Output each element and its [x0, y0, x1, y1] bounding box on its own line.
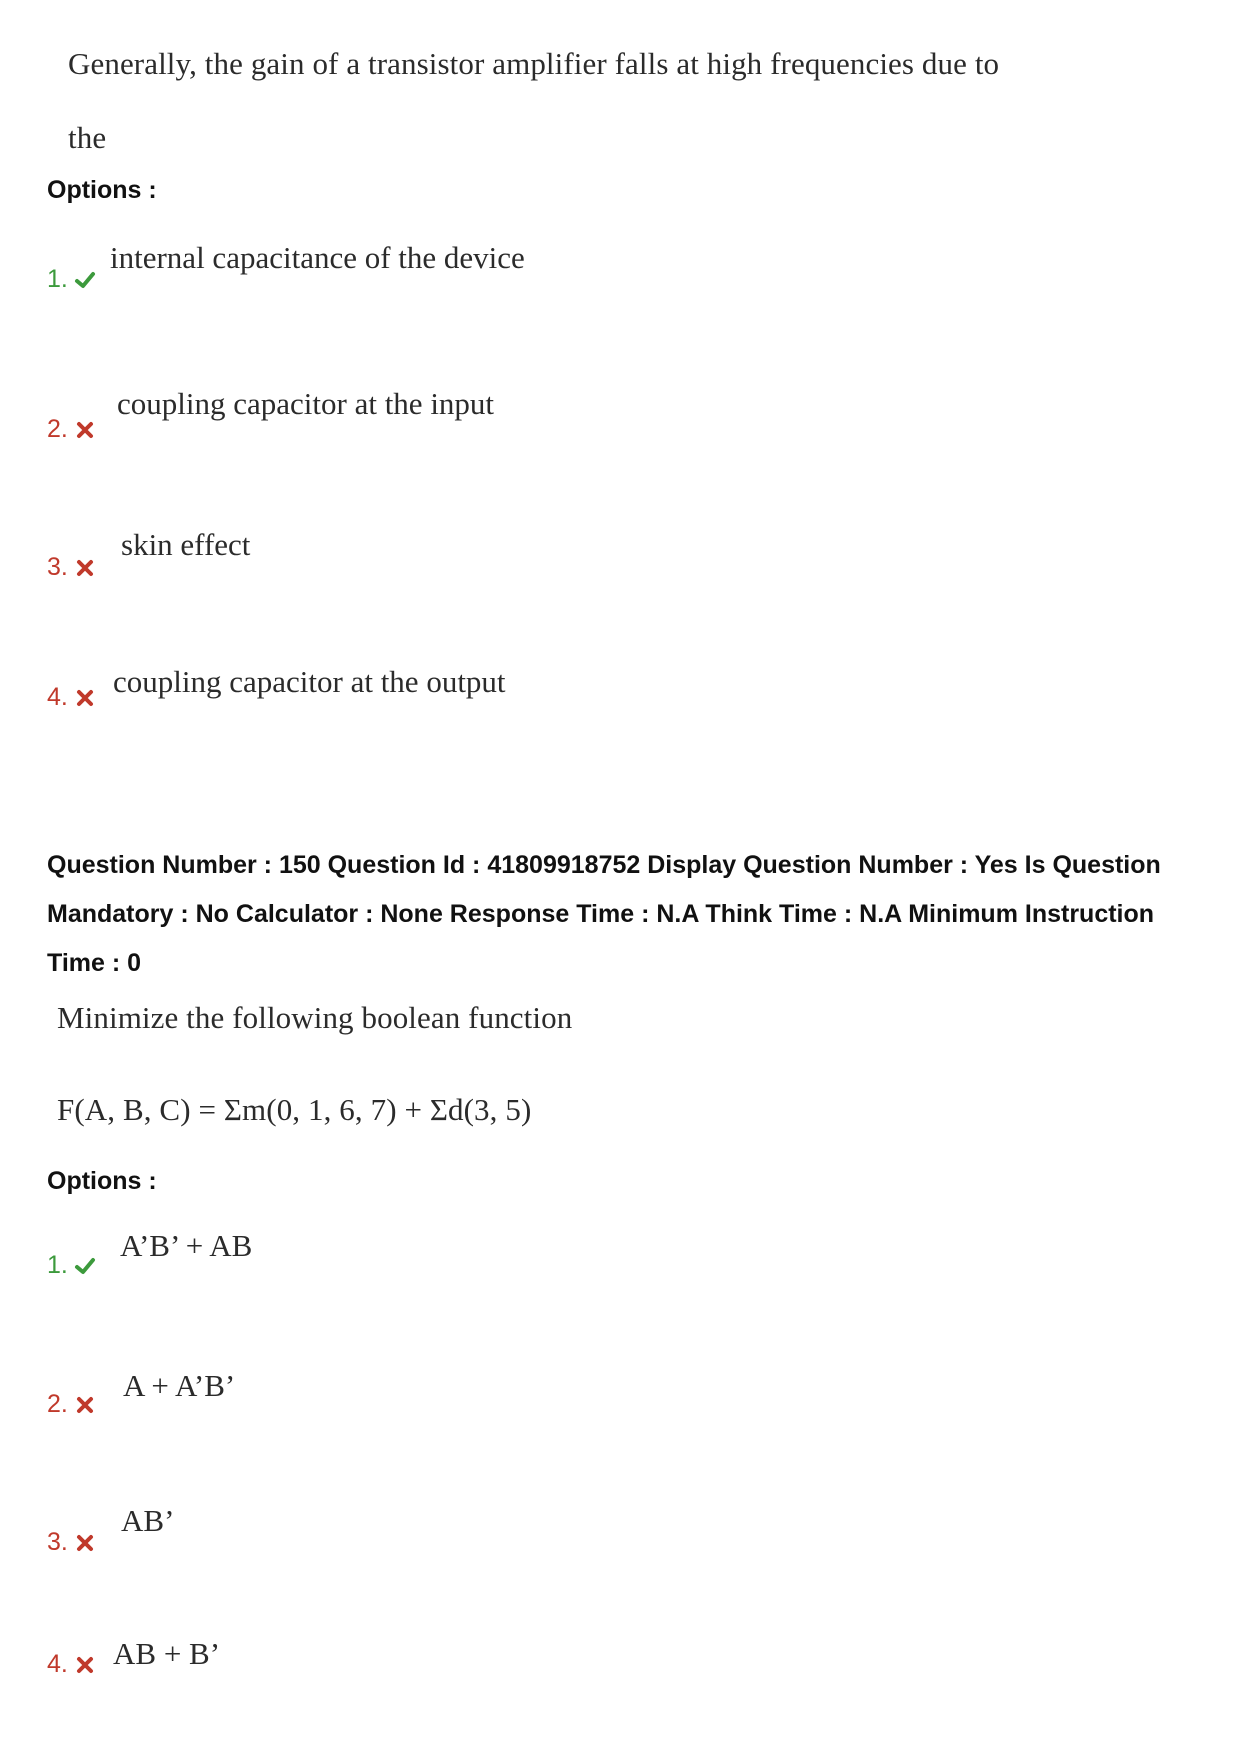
cross-icon: [74, 1654, 96, 1676]
option-number: 4.: [47, 683, 68, 711]
option-text: coupling capacitor at the input: [117, 386, 495, 421]
option-number: 2.: [47, 415, 68, 443]
option-text: AB + B’: [113, 1636, 221, 1671]
options-label: Options :: [47, 176, 157, 204]
meta-line: Question Number : 150 Question Id : 41809918752 Display Question Number : Yes Is Question: [47, 851, 1161, 879]
cross-icon: [74, 557, 96, 579]
check-icon: [74, 269, 96, 291]
cross-icon: [74, 1394, 96, 1416]
meta-line: Time : 0: [47, 949, 142, 977]
option-1: [47, 1251, 96, 1280]
option-text: internal capacitance of the device: [110, 240, 525, 275]
question-150-text-line1: Minimize the following boolean function: [57, 1000, 573, 1035]
option-3: [47, 1528, 96, 1557]
question-149-text-line2: the: [68, 120, 107, 155]
question-149-text-line1: Generally, the gain of a transistor amplifier falls at high frequencies due to: [68, 46, 1000, 81]
option-2: [47, 415, 96, 444]
option-number: 4.: [47, 1650, 68, 1678]
question-150-formula: F(A, B, C) = Σm(0, 1, 6, 7) + Σd(3, 5): [57, 1092, 532, 1127]
option-number: 3.: [47, 553, 68, 581]
option-2: [47, 1390, 96, 1419]
option-number: 2.: [47, 1390, 68, 1418]
meta-line: Mandatory : No Calculator : None Response Time : N.A Think Time : N.A Minimum Instruction: [47, 900, 1155, 928]
option-text: skin effect: [121, 527, 251, 562]
question-150-meta: [47, 841, 1197, 988]
option-1: [47, 265, 96, 294]
option-3: [47, 553, 96, 582]
option-text: AB’: [121, 1503, 175, 1538]
option-text: A’B’ + AB: [120, 1228, 253, 1263]
option-number: 3.: [47, 1528, 68, 1556]
option-4: [47, 683, 96, 712]
option-4: [47, 1650, 96, 1679]
options-label: Options :: [47, 1167, 157, 1195]
option-number: 1.: [47, 1251, 68, 1279]
option-number: 1.: [47, 265, 68, 293]
cross-icon: [74, 1532, 96, 1554]
cross-icon: [74, 687, 96, 709]
option-text: A + A’B’: [123, 1368, 236, 1403]
check-icon: [74, 1255, 96, 1277]
option-text: coupling capacitor at the output: [113, 664, 506, 699]
cross-icon: [74, 419, 96, 441]
